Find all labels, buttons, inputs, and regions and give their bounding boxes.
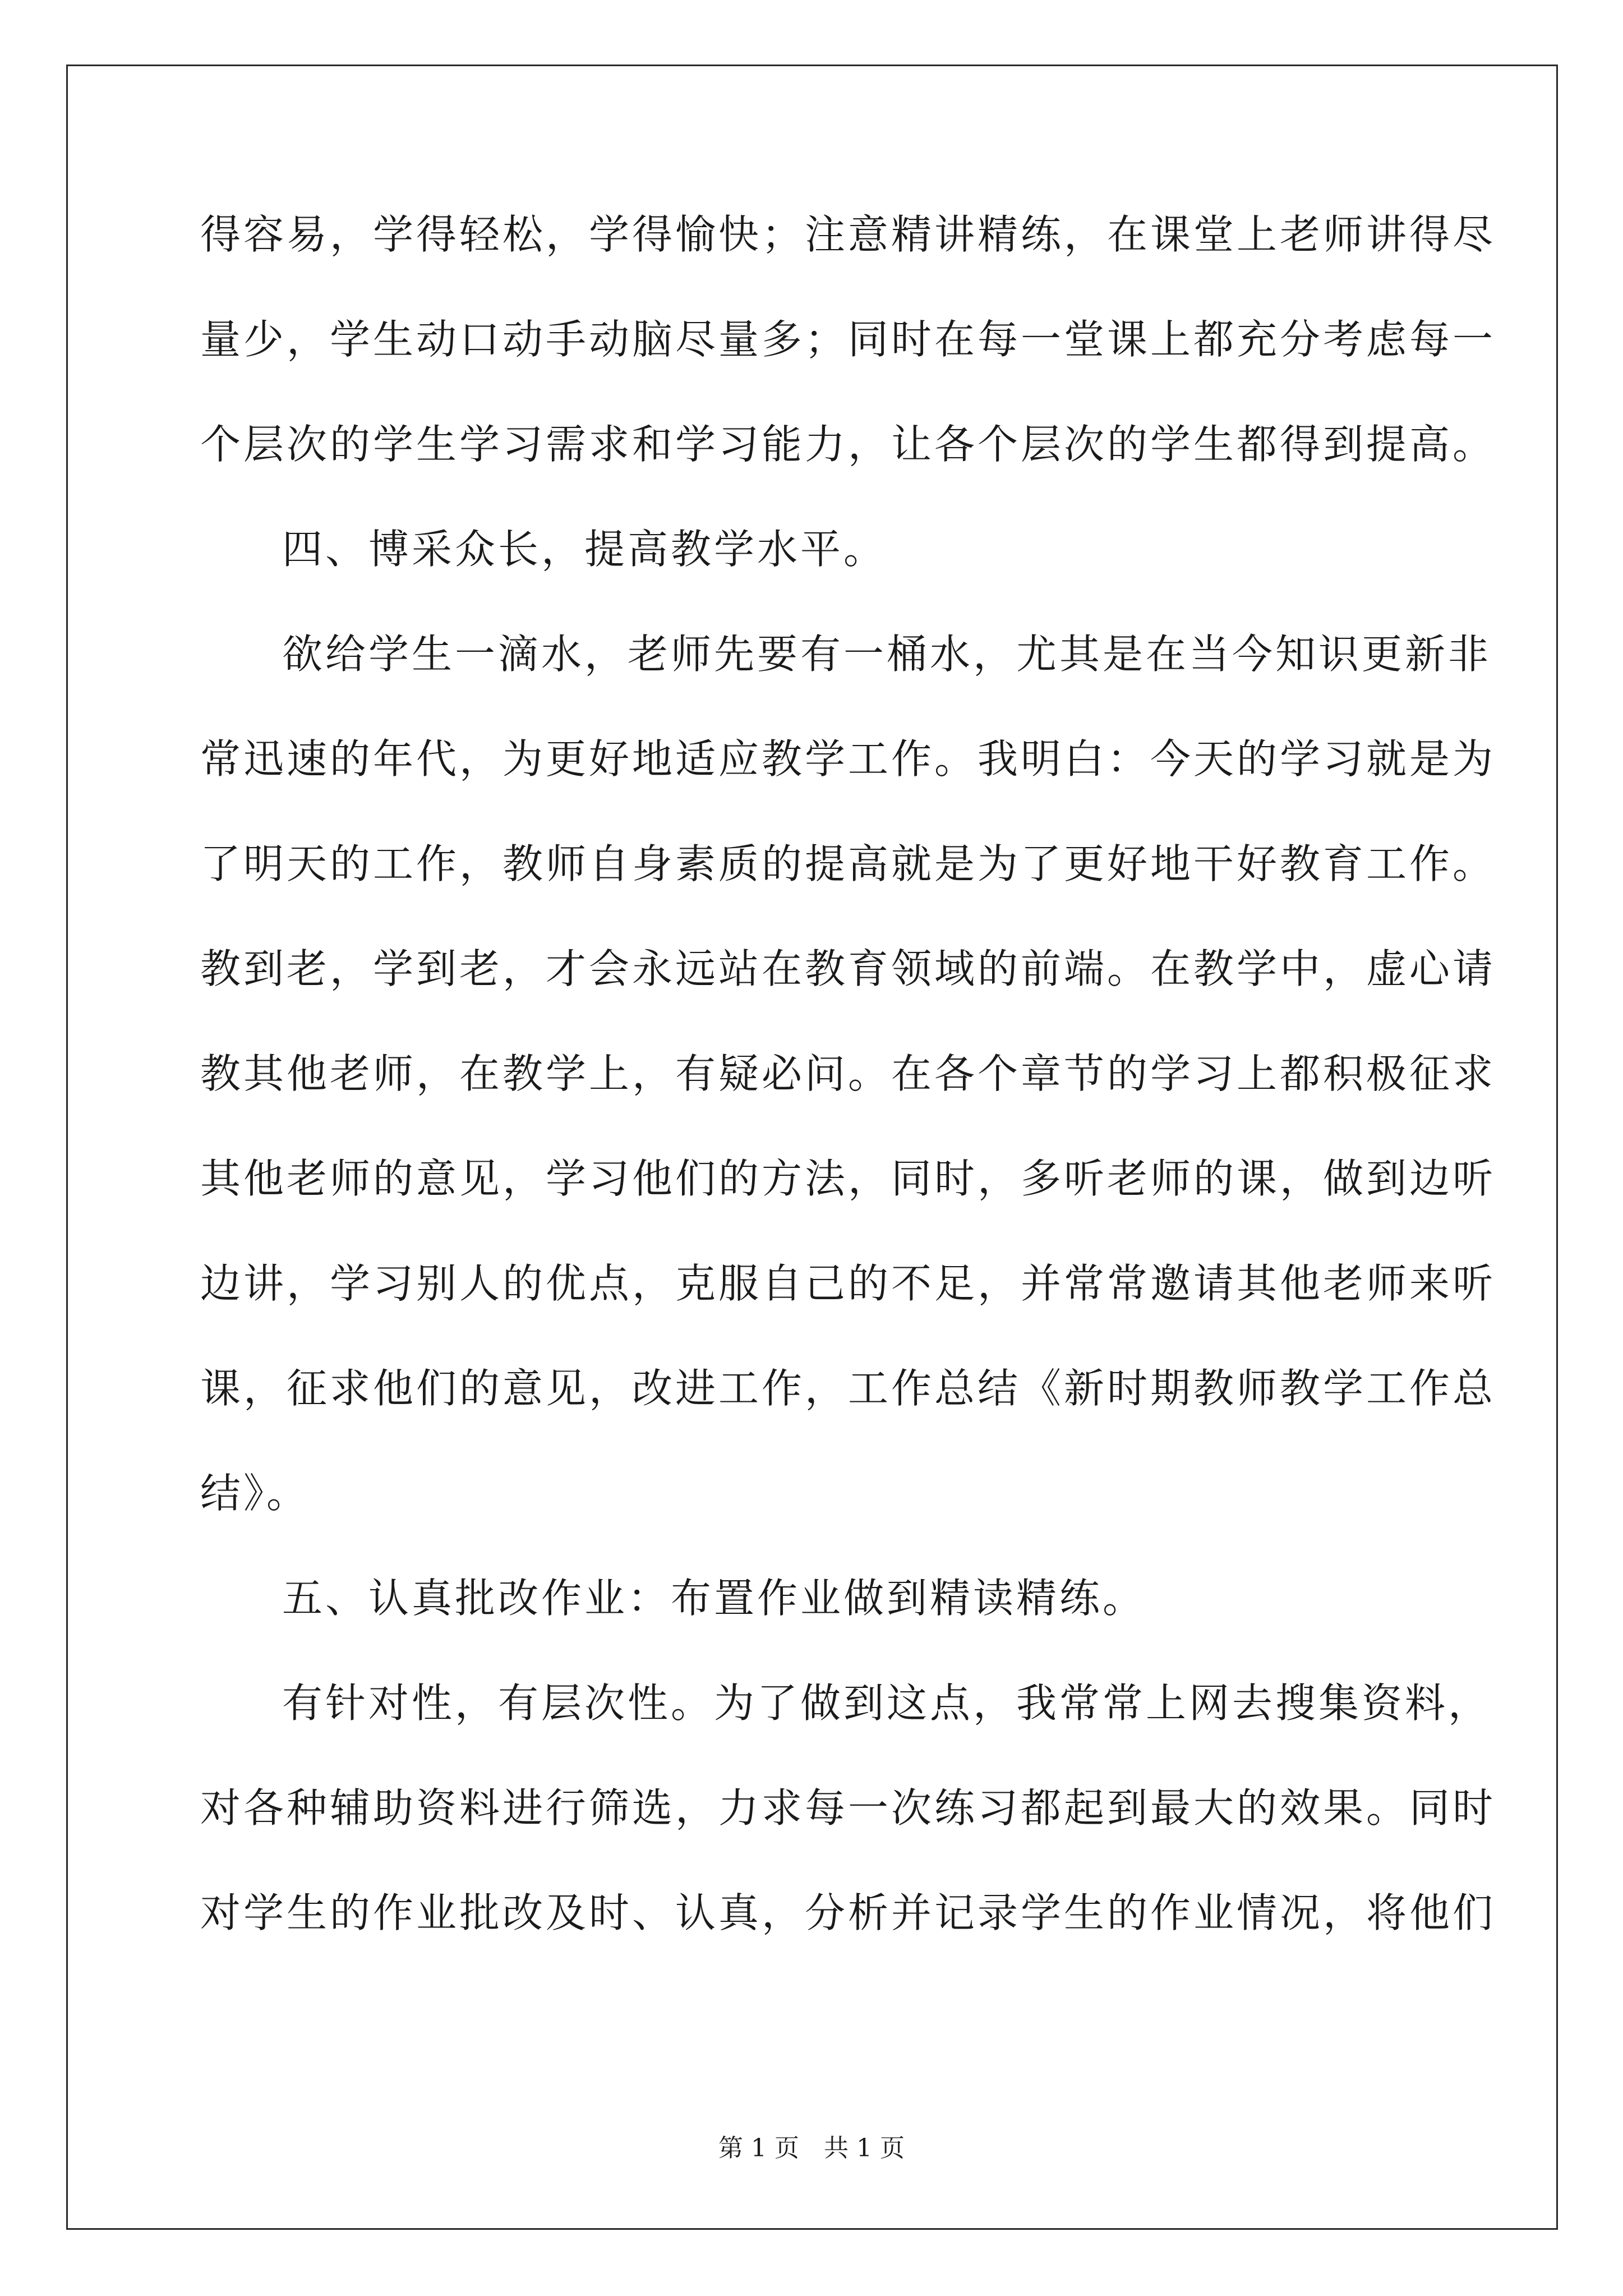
- text-line: 对学生的作业批改及时、认真，分析并记录学生的作业情况，将他们: [200, 1889, 1496, 1936]
- document-body: [200, 211, 1496, 1998]
- text-line: 了明天的工作，教师自身素质的提高就是为了更好地干好教育工作。: [200, 840, 1496, 887]
- text-line: 对各种辅助资料进行筛选，力求每一次练习都起到最大的效果。同时: [200, 1784, 1496, 1832]
- text-line: 得容易，学得轻松，学得愉快；注意精讲精练，在课堂上老师讲得尽: [200, 211, 1496, 258]
- text-line: 常迅速的年代，为更好地适应教学工作。我明白：今天的学习就是为: [200, 735, 1496, 783]
- page-number-footer: 第 1 页 共 1 页: [718, 2134, 905, 2162]
- text-line: 课，征求他们的意见，改进工作，工作总结《新时期教师教学工作总: [200, 1365, 1496, 1412]
- text-line: 有针对性，有层次性。为了做到这点，我常常上网去搜集资料，: [282, 1680, 1492, 1727]
- text-line: 边讲，学习别人的优点，克服自己的不足，并常常邀请其他老师来听: [200, 1260, 1496, 1307]
- text-line: 量少，学生动口动手动脑尽量多；同时在每一堂课上都充分考虑每一: [200, 316, 1496, 363]
- text-line: 其他老师的意见，学习他们的方法，同时，多听老师的课，做到边听: [200, 1155, 1496, 1202]
- text-line: 结》。: [200, 1470, 310, 1517]
- text-line: 五、认真批改作业：布置作业做到精读精练。: [282, 1575, 1146, 1622]
- text-line: 教到老，学到老，才会永远站在教育领域的前端。在教学中，虚心请: [200, 945, 1496, 992]
- text-line: 四、博采众长，提高教学水平。: [282, 526, 887, 573]
- text-line: 个层次的学生学习需求和学习能力，让各个层次的学生都得到提高。: [200, 421, 1496, 468]
- text-line: 欲给学生一滴水，老师先要有一桶水，尤其是在当今知识更新非: [282, 631, 1492, 678]
- text-line: 教其他老师，在教学上，有疑必问。在各个章节的学习上都积极征求: [200, 1050, 1496, 1097]
